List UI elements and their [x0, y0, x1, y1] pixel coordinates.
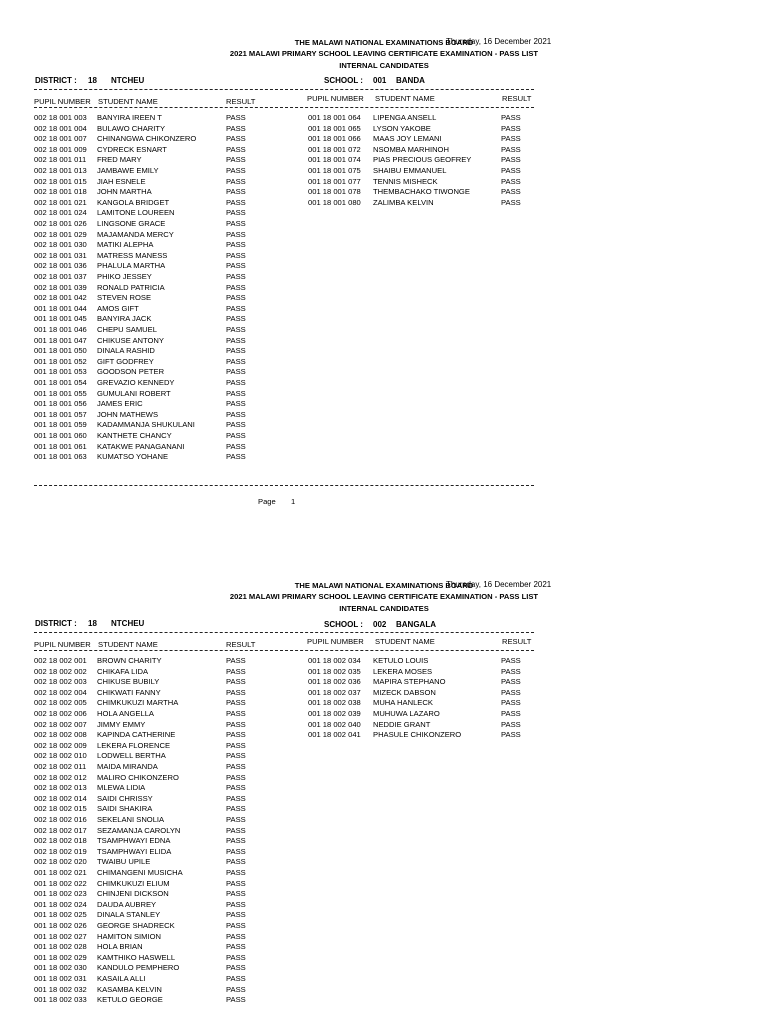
pupil-number: 001 18 001 060 [34, 431, 87, 440]
divider [34, 650, 534, 651]
pupil-number: 002 18 002 005 [34, 698, 87, 708]
student-name: THEMBACHAKO TIWONGE [373, 187, 470, 197]
result: PASS [226, 772, 246, 782]
school-label: SCHOOL : [324, 620, 363, 629]
result: PASS [226, 356, 246, 366]
board-title: THE MALAWI NATIONAL EXAMINATIONS BOARD [294, 581, 474, 590]
result: PASS [226, 846, 246, 856]
school-name: BANGALA [396, 620, 436, 629]
student-name: MLEWA LIDIA [97, 783, 146, 793]
pupil-number: 001 18 002 025 [34, 910, 87, 920]
student-name: JIAH ESNELE [97, 176, 146, 186]
result: PASS [501, 134, 521, 144]
exam-title: 2021 MALAWI PRIMARY SCHOOL LEAVING CERTIFICATE EXAMINATION - PASS LIST [229, 49, 539, 58]
result: PASS [501, 197, 521, 207]
school-name: BANDA [396, 76, 425, 85]
pupil-number: 002 18 002 017 [34, 825, 87, 835]
pupil-number: 001 18 002 041 [308, 730, 361, 740]
pupil-number: 001 18 001 072 [308, 144, 361, 154]
result: PASS [226, 335, 246, 345]
student-name: KASAILA ALLI [97, 974, 146, 983]
pupil-number: 002 18 001 030 [34, 240, 87, 250]
column-header-student-name: STUDENT NAME [375, 94, 435, 103]
student-name: STEVEN ROSE [97, 293, 152, 303]
student-name: JIMMY EMMY [97, 719, 146, 729]
pupil-number: 002 18 002 015 [34, 804, 87, 814]
result: PASS [226, 134, 246, 144]
result: PASS [226, 123, 246, 133]
pupil-number: 002 18 002 002 [34, 666, 87, 676]
pupil-number: 001 18 001 064 [308, 113, 361, 122]
result: PASS [226, 836, 246, 846]
student-name: TSAMPHWAYI ELIDA [97, 846, 172, 856]
pupil-number: 001 18 002 040 [308, 719, 361, 729]
student-name: MAPIRA STEPHANO [373, 677, 446, 687]
pupil-number: 001 18 001 078 [308, 187, 361, 197]
pupil-number: 002 18 002 012 [34, 772, 87, 782]
student-name: KADAMMANJA SHUKULANI [97, 420, 195, 430]
student-name: FRED MARY [97, 155, 142, 165]
page-number: 1 [291, 497, 296, 506]
pupil-number: 001 18 001 057 [34, 409, 87, 419]
candidate-category: INTERNAL CANDIDATES [339, 604, 429, 613]
student-name: KAPINDA CATHERINE [97, 730, 176, 740]
pupil-number: 002 18 002 011 [34, 762, 87, 771]
pupil-number: 002 18 002 020 [34, 857, 87, 867]
student-name: PIAS PRECIOUS GEOFREY [373, 155, 472, 165]
result: PASS [501, 666, 521, 676]
pupil-number: 001 18 002 026 [34, 921, 87, 930]
result: PASS [226, 857, 246, 867]
result: PASS [501, 709, 521, 718]
result: PASS [501, 144, 521, 154]
pupil-number: 002 18 001 029 [34, 229, 87, 239]
student-name: LAMITONE LOUREEN [97, 208, 175, 218]
result: PASS [501, 730, 521, 740]
result: PASS [501, 113, 521, 122]
pupil-number: 001 18 002 021 [34, 868, 87, 877]
result: PASS [226, 409, 246, 419]
result: PASS [226, 995, 246, 1005]
result: PASS [226, 187, 246, 197]
pupil-number: 001 18 002 023 [34, 889, 87, 899]
student-name: RONALD PATRICIA [97, 282, 165, 292]
column-header-student-name: STUDENT NAME [98, 97, 158, 106]
pupil-number: 002 18 002 007 [34, 719, 87, 729]
result: PASS [226, 899, 246, 909]
student-name: HOLA ANGELLA [97, 709, 154, 718]
result: PASS [226, 868, 246, 877]
student-name: BULAWO CHARITY [97, 123, 166, 133]
result: PASS [226, 144, 246, 154]
district-code: 18 [88, 76, 97, 85]
column-header-result: RESULT [502, 637, 532, 646]
district-name: NTCHEU [111, 619, 145, 628]
student-name: SAIDI SHAKIRA [97, 804, 153, 814]
column-header-pupil-number: PUPIL NUMBER [34, 640, 91, 649]
result: PASS [226, 282, 246, 292]
result: PASS [226, 910, 246, 920]
district-label: DISTRICT : [35, 619, 77, 628]
result: PASS [226, 804, 246, 814]
column-header-result: RESULT [226, 97, 256, 106]
pupil-number: 002 18 002 018 [34, 836, 87, 846]
pupil-number: 001 18 002 037 [308, 687, 361, 697]
column-header-pupil-number: PUPIL NUMBER [307, 94, 364, 103]
student-name: SEZAMANJA CAROLYN [97, 825, 181, 835]
pupil-number: 002 18 002 016 [34, 815, 87, 824]
student-name: SAIDI CHRISSY [97, 793, 153, 803]
footer-divider [34, 485, 534, 486]
pupil-number: 002 18 002 003 [34, 677, 87, 687]
result: PASS [226, 303, 246, 313]
result: PASS [226, 719, 246, 729]
student-name: DINALA STANLEY [97, 910, 161, 920]
result: PASS [226, 921, 246, 930]
student-name: AMOS GIFT [97, 303, 139, 313]
result: PASS [501, 166, 521, 175]
result: PASS [226, 762, 246, 771]
pupil-number: 001 18 002 030 [34, 963, 87, 973]
student-name: NEDDIE GRANT [373, 719, 431, 729]
pupil-number: 001 18 001 047 [34, 335, 87, 345]
student-name: LODWELL BERTHA [97, 751, 166, 761]
column-header-student-name: STUDENT NAME [98, 640, 158, 649]
result: PASS [226, 208, 246, 218]
divider [34, 89, 534, 90]
result: PASS [226, 687, 246, 697]
result: PASS [501, 155, 521, 165]
result: PASS [226, 889, 246, 899]
result: PASS [226, 666, 246, 676]
result: PASS [226, 293, 246, 303]
student-name: CHIKAFA LIDA [97, 666, 149, 676]
student-name: JAMES ERIC [97, 399, 143, 409]
pupil-number: 001 18 001 050 [34, 346, 87, 356]
student-name: BROWN CHARITY [97, 656, 162, 665]
student-name: HOLA BRIAN [97, 942, 143, 952]
district-name: NTCHEU [111, 76, 145, 85]
school-code: 001 [373, 76, 387, 85]
pupil-number: 001 18 002 034 [308, 656, 361, 665]
pupil-number: 002 18 001 004 [34, 123, 87, 133]
pupil-number: 001 18 002 033 [34, 995, 87, 1005]
student-name: CHEPU SAMUEL [97, 325, 157, 334]
student-name: KASAMBA KELVIN [97, 984, 162, 994]
pupil-number: 002 18 001 037 [34, 272, 87, 281]
result: PASS [501, 123, 521, 133]
result: PASS [226, 656, 246, 665]
result: PASS [226, 963, 246, 973]
student-name: GUMULANI ROBERT [97, 388, 171, 398]
result: PASS [226, 740, 246, 750]
pupil-number: 002 18 002 013 [34, 783, 87, 793]
district-code: 18 [88, 619, 97, 628]
pupil-number: 001 18 002 029 [34, 952, 87, 962]
student-name: KATAKWE PANAGANANI [97, 441, 185, 451]
divider [34, 107, 534, 108]
result: PASS [226, 974, 246, 983]
result: PASS [501, 698, 521, 708]
result: PASS [501, 687, 521, 697]
student-name: PHIKO JESSEY [97, 272, 152, 281]
pupil-number: 001 18 001 055 [34, 388, 87, 398]
page-label: Page [258, 497, 276, 506]
student-name: SHAIBU EMMANUEL [373, 166, 447, 175]
pupil-number: 001 18 002 036 [308, 677, 361, 687]
result: PASS [226, 783, 246, 793]
result: PASS [226, 793, 246, 803]
pupil-number: 001 18 001 045 [34, 314, 87, 324]
result: PASS [501, 656, 521, 665]
student-name: LIPENGA ANSELL [373, 113, 437, 122]
result: PASS [226, 452, 246, 462]
pupil-number: 002 18 001 031 [34, 250, 87, 260]
student-name: GEORGE SHADRECK [97, 921, 175, 930]
result: PASS [226, 399, 246, 409]
pupil-number: 002 18 001 009 [34, 144, 87, 154]
result: PASS [226, 229, 246, 239]
student-name: MUHUWA LAZARO [373, 709, 440, 718]
result: PASS [226, 250, 246, 260]
pupil-number: 002 18 001 039 [34, 282, 87, 292]
result: PASS [501, 176, 521, 186]
school-label: SCHOOL : [324, 76, 363, 85]
student-name: TSAMPHWAYI EDNA [97, 836, 171, 846]
result: PASS [226, 730, 246, 740]
pupil-number: 001 18 001 063 [34, 452, 87, 462]
pupil-number: 001 18 002 024 [34, 899, 87, 909]
result: PASS [226, 388, 246, 398]
result: PASS [226, 931, 246, 941]
pupil-number: 001 18 001 061 [34, 441, 87, 451]
result: PASS [501, 187, 521, 197]
student-name: CHINJENI DICKSON [97, 889, 169, 899]
pupil-number: 002 18 001 011 [34, 155, 87, 165]
pupil-number: 001 18 001 044 [34, 303, 87, 313]
result: PASS [226, 166, 246, 175]
student-name: CHINANGWA CHIKONZERO [97, 134, 197, 144]
student-name: KANDULO PEMPHERO [97, 963, 180, 973]
student-name: MIZECK DABSON [373, 687, 436, 697]
result: PASS [226, 346, 246, 356]
report-date: Thursday, 16 December 2021 [446, 37, 552, 46]
student-name: SEKELANI SNOLIA [97, 815, 165, 824]
pupil-number: 001 18 002 022 [34, 878, 87, 888]
pupil-number: 001 18 002 031 [34, 974, 87, 983]
student-name: MALIRO CHIKONZERO [97, 772, 179, 782]
pupil-number: 002 18 002 008 [34, 730, 87, 740]
student-name: MATRESS MANESS [97, 250, 168, 260]
result: PASS [226, 378, 246, 387]
pupil-number: 001 18 001 054 [34, 378, 87, 387]
student-name: TWAIBU UPILE [97, 857, 151, 867]
result: PASS [501, 719, 521, 729]
result: PASS [226, 942, 246, 952]
student-name: CHIKWATI FANNY [97, 687, 161, 697]
pupil-number: 001 18 002 038 [308, 698, 361, 708]
student-name: DAUDA AUBREY [97, 899, 157, 909]
pupil-number: 001 18 001 080 [308, 197, 361, 207]
result: PASS [226, 751, 246, 761]
student-name: CHIKUSE BUBILY [97, 677, 160, 687]
column-header-pupil-number: PUPIL NUMBER [307, 637, 364, 646]
result: PASS [226, 272, 246, 281]
student-name: LINGSONE GRACE [97, 219, 166, 228]
pupil-number: 001 18 001 059 [34, 420, 87, 430]
result: PASS [226, 709, 246, 718]
student-name: GOODSON PETER [97, 367, 165, 377]
student-name: MATIKI ALEPHA [97, 240, 154, 250]
student-name: KANTHETE CHANCY [97, 431, 172, 440]
pupil-number: 001 18 001 056 [34, 399, 87, 409]
student-name: JOHN MARTHA [97, 187, 152, 197]
pupil-number: 001 18 001 066 [308, 134, 361, 144]
student-name: NSOMBA MARHINOH [373, 144, 449, 154]
pupil-number: 001 18 001 075 [308, 166, 361, 175]
result: PASS [501, 677, 521, 687]
divider [34, 632, 534, 633]
student-name: BANYIRA JACK [97, 314, 152, 324]
pupil-number: 002 18 002 004 [34, 687, 87, 697]
result: PASS [226, 431, 246, 440]
pupil-number: 002 18 002 006 [34, 709, 87, 718]
pupil-number: 001 18 001 065 [308, 123, 361, 133]
result: PASS [226, 197, 246, 207]
pupil-number: 001 18 002 027 [34, 931, 87, 941]
student-name: PHALULA MARTHA [97, 261, 166, 271]
column-header-student-name: STUDENT NAME [375, 637, 435, 646]
pupil-number: 002 18 002 009 [34, 740, 87, 750]
candidate-category: INTERNAL CANDIDATES [339, 61, 429, 70]
column-header-result: RESULT [226, 640, 256, 649]
result: PASS [226, 113, 246, 122]
student-name: MAIDA MIRANDA [97, 762, 158, 771]
result: PASS [226, 325, 246, 334]
pupil-number: 002 18 001 007 [34, 134, 87, 144]
student-name: LEKERA MOSES [373, 666, 433, 676]
student-name: JOHN MATHEWS [97, 409, 159, 419]
student-name: KETULO GEORGE [97, 995, 163, 1005]
pupil-number: 002 18 002 010 [34, 751, 87, 761]
pupil-number: 002 18 002 019 [34, 846, 87, 856]
pupil-number: 001 18 001 052 [34, 356, 87, 366]
result: PASS [226, 219, 246, 228]
pupil-number: 001 18 001 053 [34, 367, 87, 377]
student-name: MAAS JOY LEMANI [373, 134, 442, 144]
pupil-number: 002 18 001 024 [34, 208, 87, 218]
student-name: LEKERA FLORENCE [97, 740, 171, 750]
pupil-number: 002 18 001 018 [34, 187, 87, 197]
result: PASS [226, 420, 246, 430]
exam-title: 2021 MALAWI PRIMARY SCHOOL LEAVING CERTIFICATE EXAMINATION - PASS LIST [229, 592, 539, 601]
student-name: MUHA HANLECK [373, 698, 433, 708]
result: PASS [226, 952, 246, 962]
student-name: ZALIMBA KELVIN [373, 197, 434, 207]
pupil-number: 001 18 001 077 [308, 176, 361, 186]
result: PASS [226, 240, 246, 250]
student-name: MAJAMANDA MERCY [97, 229, 174, 239]
student-name: JAMBAWE EMILY [97, 166, 159, 175]
student-name: GIFT GODFREY [97, 356, 154, 366]
pupil-number: 001 18 002 035 [308, 666, 361, 676]
pupil-number: 002 18 001 003 [34, 113, 87, 122]
result: PASS [226, 677, 246, 687]
pupil-number: 001 18 001 046 [34, 325, 87, 334]
student-name: KETULO LOUIS [373, 656, 429, 665]
column-header-result: RESULT [502, 94, 532, 103]
pupil-number: 002 18 001 013 [34, 166, 87, 175]
pupil-number: 001 18 002 032 [34, 984, 87, 994]
school-code: 002 [373, 620, 387, 629]
student-name: KANGOLA BRIDGET [97, 197, 170, 207]
student-name: TENNIS MISHECK [373, 176, 438, 186]
report-date: Thursday, 16 December 2021 [446, 580, 552, 589]
student-name: DINALA RASHID [97, 346, 155, 356]
result: PASS [226, 314, 246, 324]
result: PASS [226, 984, 246, 994]
result: PASS [226, 815, 246, 824]
result: PASS [226, 698, 246, 708]
pupil-number: 001 18 002 039 [308, 709, 361, 718]
district-label: DISTRICT : [35, 76, 77, 85]
board-title: THE MALAWI NATIONAL EXAMINATIONS BOARD [294, 38, 474, 47]
student-name: BANYIRA IREEN T [97, 113, 162, 122]
column-header-pupil-number: PUPIL NUMBER [34, 97, 91, 106]
student-name: GREVAZIO KENNEDY [97, 378, 175, 387]
student-name: CHIMKUKUZI MARTHA [97, 698, 179, 708]
pass-list-page [0, 540, 768, 1024]
pupil-number: 001 18 001 074 [308, 155, 361, 165]
pupil-number: 002 18 001 021 [34, 197, 87, 207]
pupil-number: 002 18 001 015 [34, 176, 87, 186]
student-name: CHIKUSE ANTONY [97, 335, 164, 345]
result: PASS [226, 878, 246, 888]
student-name: CYDRECK ESNART [97, 144, 167, 154]
pupil-number: 002 18 001 036 [34, 261, 87, 271]
student-name: PHASULE CHIKONZERO [373, 730, 462, 740]
result: PASS [226, 441, 246, 451]
student-name: KUMATSO YOHANE [97, 452, 169, 462]
pupil-number: 002 18 001 042 [34, 293, 87, 303]
student-name: CHIMANGENI MUSICHA [97, 868, 183, 877]
result: PASS [226, 155, 246, 165]
result: PASS [226, 261, 246, 271]
pupil-number: 001 18 002 028 [34, 942, 87, 952]
result: PASS [226, 367, 246, 377]
student-name: KAMTHIKO HASWELL [97, 952, 176, 962]
student-name: LYSON YAKOBE [373, 123, 431, 133]
result: PASS [226, 176, 246, 186]
pupil-number: 002 18 002 001 [34, 656, 87, 665]
result: PASS [226, 825, 246, 835]
student-name: CHIMKUKUZI ELIUM [97, 878, 170, 888]
pupil-number: 002 18 002 014 [34, 793, 87, 803]
student-name: HAMITON SIMION [97, 931, 161, 941]
pupil-number: 002 18 001 026 [34, 219, 87, 228]
